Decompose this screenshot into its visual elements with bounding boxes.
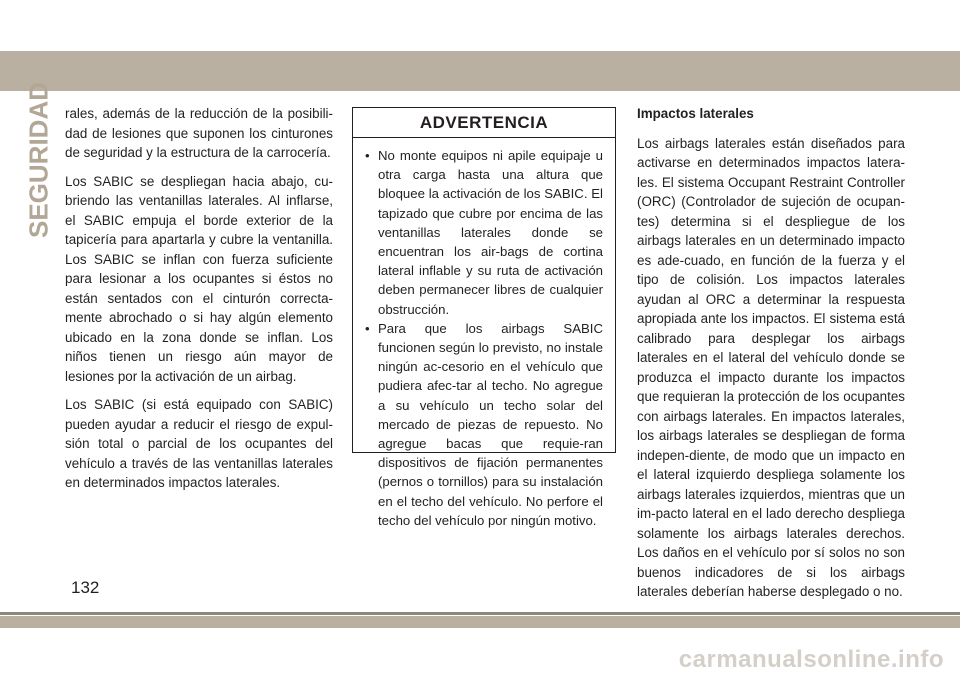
column-left [65,104,333,502]
paragraph: Los SABIC (si está equipado con SABIC) pueden ayudar a reducir el riesgo de expul-sión total o parcial de los ocupantes del vehículo a través de las ventanillas laterales en determinados impactos laterales. [65,397,333,490]
section-tab-label: SEGURIDAD [23,81,54,239]
paragraph: Los SABIC se despliegan hacia abajo, cu-briendo las ventanillas laterales. Al inflarse, el SABIC empuja el borde exterior de la tapicería para apartarla y cubre la ventanilla. Los SABIC se inflan con fuerza suficiente para lesionar a los ocupantes si éstos no están sentados con el cinturón correcta-mente abrochado o si hay algún elemento ubicado en la zona donde se inflan. Los niños tienen un riesgo aún mayor de lesiones por la activación de un airbag. [65,173,333,384]
watermark: carmanualsonline.info [678,646,944,673]
section-tab [22,81,56,239]
footer-band [0,616,960,628]
paragraph: rales, además de la reducción de la posibili-dad de lesiones que suponen los cinturones de seguridad y la estructura de la carrocería. [65,106,333,160]
warning-item: • Para que los airbags SABIC funcionen según lo previsto, no instale ningún ac-cesorio en el vehículo que pudiera afec-tar al techo. No agregue a su vehículo un techo solar del mercado de piezas de repuesto. No agregue bacas que requie-ran dispositivos de fijación permanentes (pernos o tornillos) para su instalación en el techo del vehículo. No perfore el techo del vehículo por ningún motivo. [365,319,603,530]
page-number: 132 [71,578,100,597]
warning-item: • No monte equipos ni apile equipaje u otra carga hasta una altura que bloquee la activación de los SABIC. El tapizado que cubre por encima de las ventanillas laterales donde se encuentran los air-bags de cortina lateral inflable y su ruta de activación deben permanecer libres de cualquier obstrucción. [365,146,603,319]
paragraph: Los airbags laterales están diseñados para activarse en determinados impactos latera-les. El sistema Occupant Restraint Controller (ORC) (Controlador de sujeción de ocupan-tes) determina si el despliegue de los airbags laterales en un determinado impacto es ade-cuado, en función de la fuerza y el tipo de colisión. Los impactos laterales ayudan al ORC a determinar la respuesta apropiada ante los impactos. El sistema está calibrado para desplegar los airbags laterales en el lateral del vehículo donde se produzca el impacto durante los impactos que requieran la protección de los ocupantes con airbags laterales. En impactos laterales, los airbags laterales se despliegan de forma indepen-diente, de modo que un impacto en el lateral izquierdo despliega solamente los airbags laterales izquierdos, mientras que un im-pacto lateral en el lado derecho despliega solamente los airbags laterales derechos. Los daños en el vehículo por sí solos no son buenos indicadores de si los airbags laterales deberían haberse desplegado o no. [637,135,905,599]
footer-rule [0,612,960,615]
warning-list [353,138,615,530]
section-heading: Impactos laterales [637,106,754,121]
header-band [0,51,960,91]
warning-title: ADVERTENCIA [353,108,615,138]
column-right [637,104,905,611]
warning-box [352,107,616,528]
